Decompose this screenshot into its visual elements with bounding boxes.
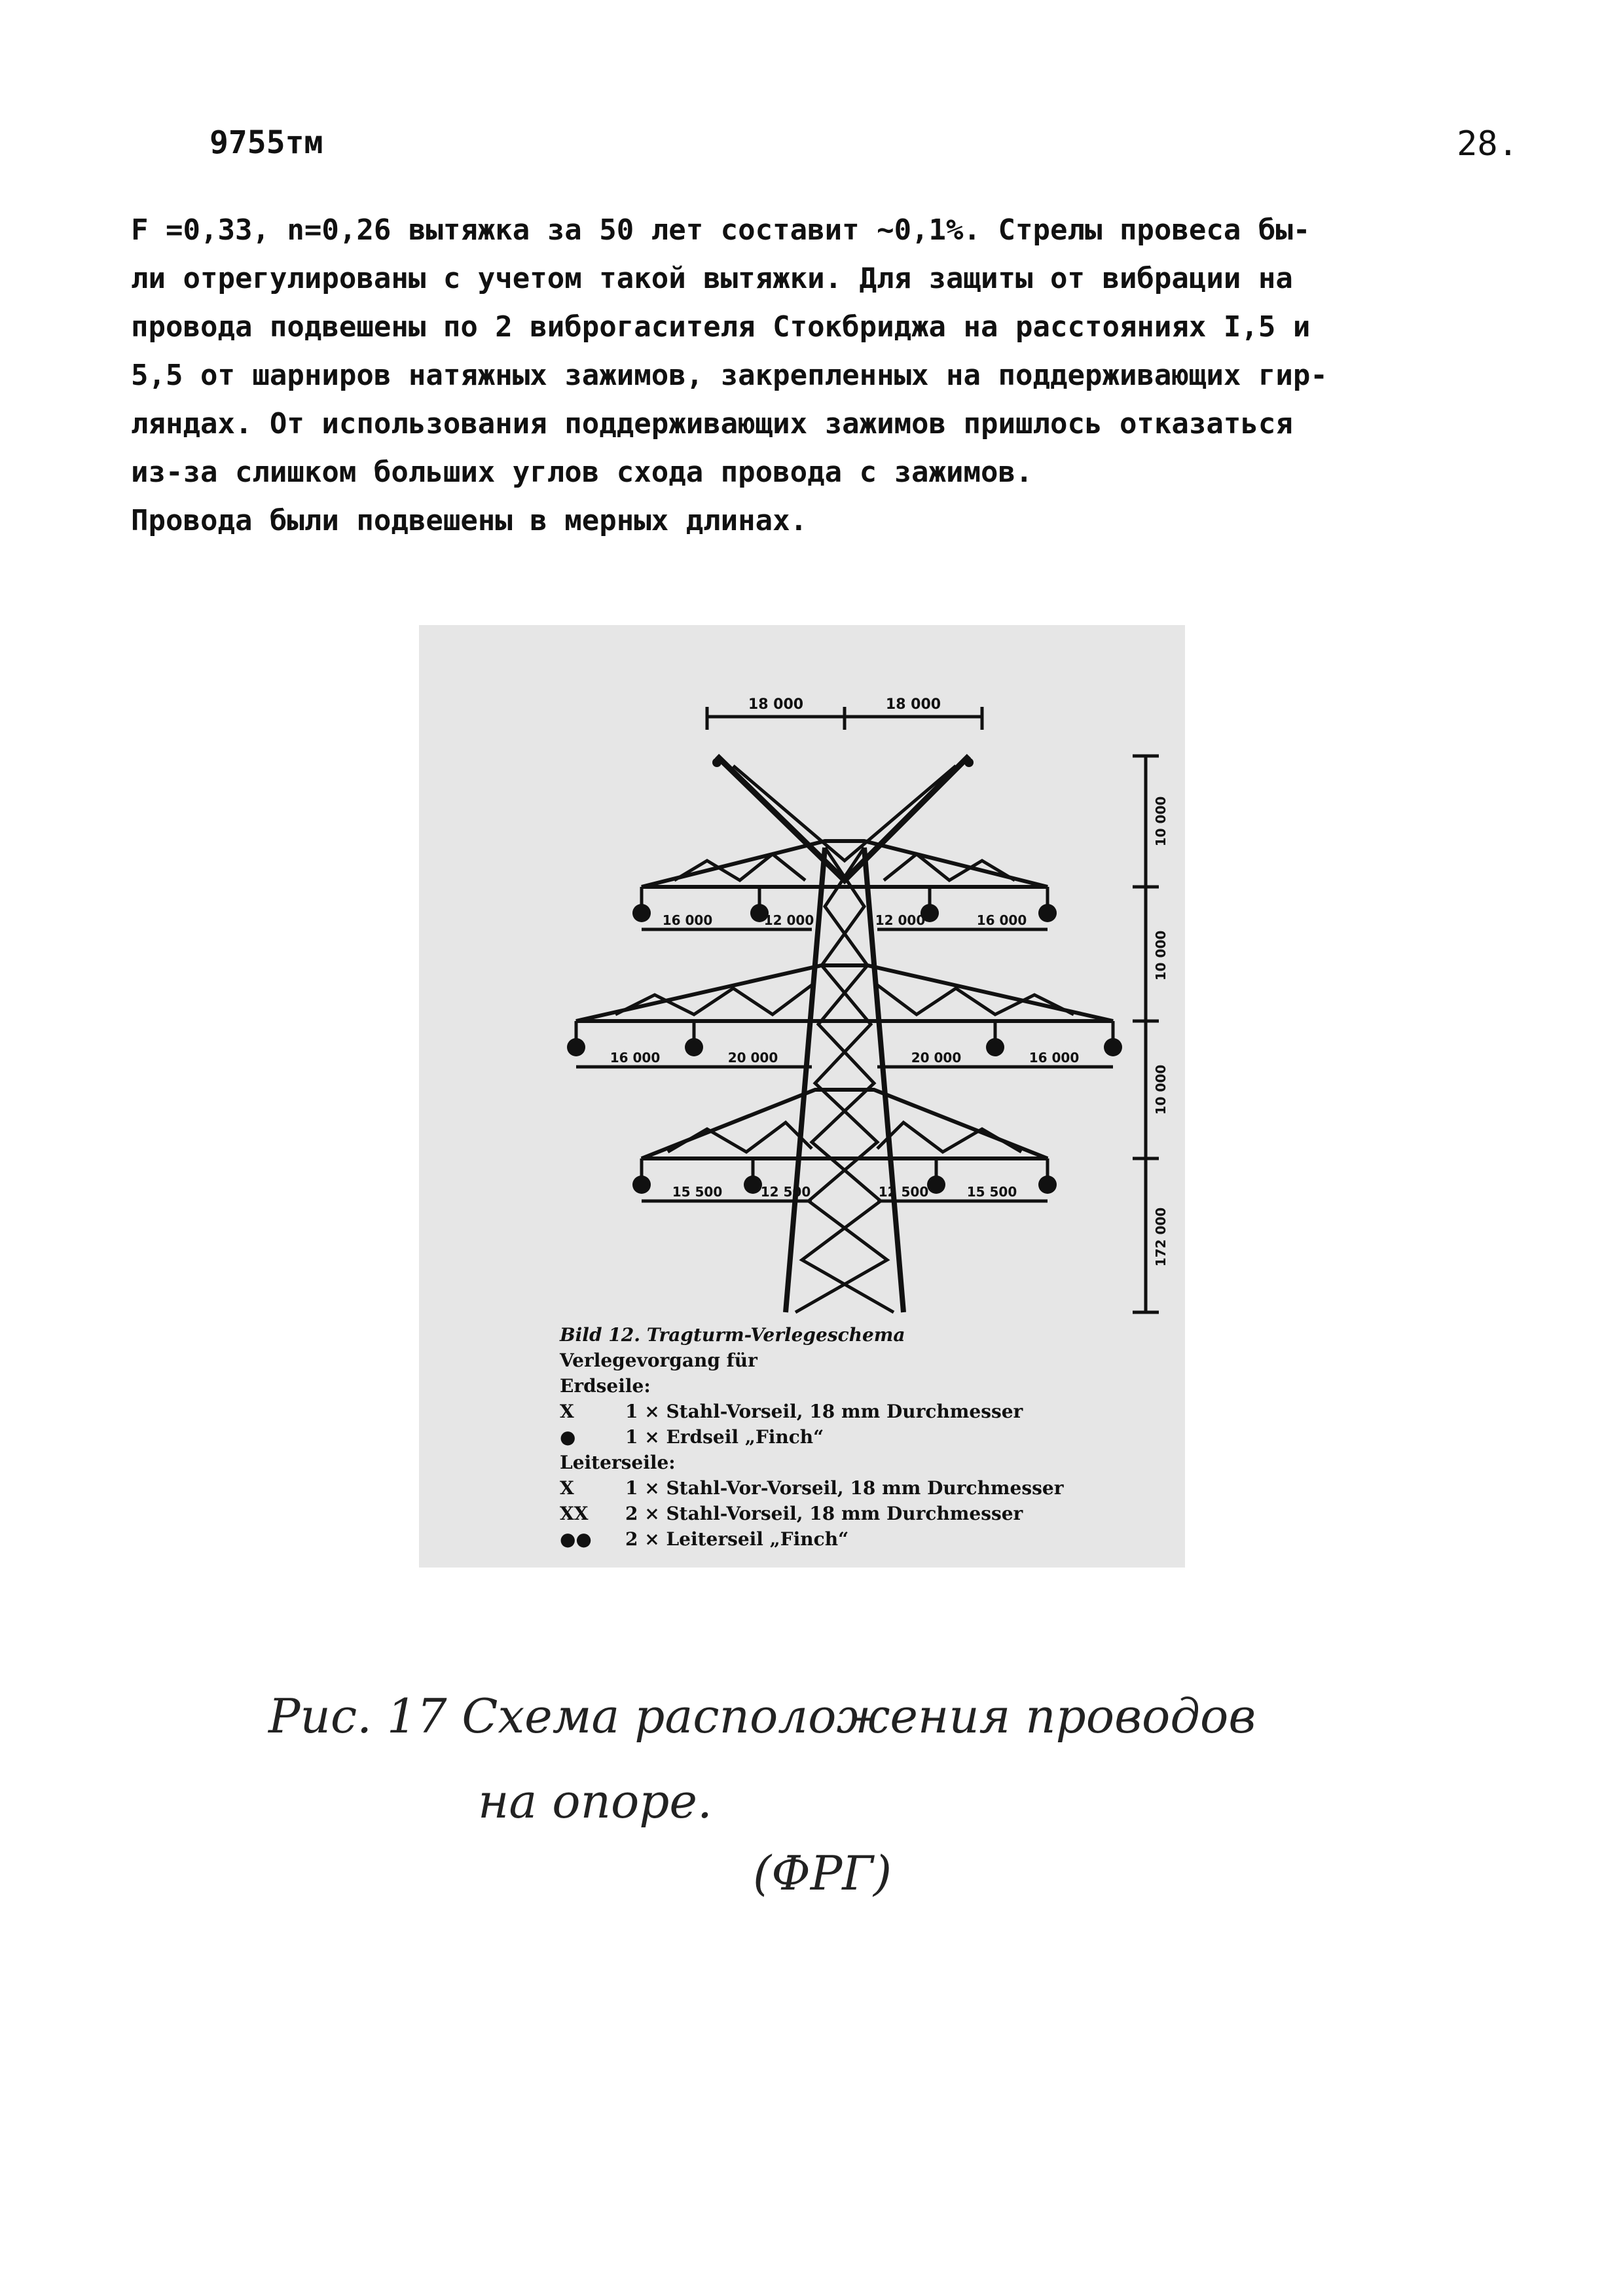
dim-r1-4: 16 000 [976,912,1027,928]
legend-item: 2 × Stahl-Vorseil, 18 mm Durchmesser [625,1503,1023,1524]
dim-r2-3: 20 000 [911,1050,962,1066]
dim-v-1: 10 000 [1153,796,1169,847]
body-line-4: 5,5 от шарниров натяжных зажимов, закрепленных на поддерживающих гир- [131,359,1328,392]
legend-sym: X [560,1401,574,1422]
dim-v-2: 10 000 [1153,930,1169,981]
dim-r2-1: 16 000 [610,1050,661,1066]
figure-caption-line-1: Рис. 17 Схема расположения проводов [268,1689,1256,1744]
dim-top-left: 18 000 [748,696,804,713]
legend-item: 1 × Stahl-Vorseil, 18 mm Durchmesser [625,1401,1023,1422]
body-line-2: ли отрегулированы с учетом такой вытяжки. Для защиты от вибрации на [131,262,1293,295]
dim-v-4: 172 000 [1153,1207,1169,1267]
dim-r1-2: 12 000 [763,912,814,928]
legend-subtitle: Verlegevorgang für [560,1350,757,1371]
figure-legend [560,1322,1149,1552]
body-line-5: ляндах. От использования поддерживающих зажимов пришлось отказаться [131,407,1293,440]
tower-figure [419,625,1185,1568]
legend-group-earth: Erdseile: [560,1375,651,1397]
legend-item: 1 × Stahl-Vor-Vorseil, 18 mm Durchmesser [625,1477,1064,1499]
figure-caption-line-3: (ФРГ) [753,1846,892,1901]
dim-r2-2: 20 000 [727,1050,778,1066]
figure-caption-line-2: на опоре. [478,1774,712,1829]
dim-r3-1: 15 500 [672,1184,723,1200]
legend-sym: X [560,1477,574,1499]
legend-sym: ● [560,1426,576,1448]
legend-group-conductor: Leiterseile: [560,1452,676,1473]
legend-item: 1 × Erdseil „Finch“ [625,1426,824,1448]
legend-sym: ●● [560,1528,592,1550]
dim-r3-4: 15 500 [966,1184,1017,1200]
legend-item: 2 × Leiterseil „Finch“ [625,1528,849,1550]
legend-sym: XX [560,1503,589,1524]
dim-r3-2: 12 500 [760,1184,811,1200]
dim-top-right: 18 000 [885,696,941,713]
dim-v-3: 10 000 [1153,1064,1169,1115]
dim-r3-3: 12 500 [878,1184,929,1200]
body-line-1: F =0,33, n=0,26 вытяжка за 50 лет составит ~0,1%. Стрелы провеса бы- [131,213,1311,247]
body-line-3: провода подвешены по 2 виброгасителя Стокбриджа на расстояниях I,5 и [131,310,1311,344]
body-line-6: из-за слишком больших углов схода провода с зажимов. [131,456,1033,489]
dim-r2-4: 16 000 [1029,1050,1080,1066]
body-paragraph [131,206,1525,545]
legend-title: Bild 12. Tragturm-Verlegeschema [560,1324,905,1346]
dim-r1-1: 16 000 [662,912,713,928]
page-number: 28. [1457,124,1518,164]
document-code: 9755тм [210,124,323,161]
dim-r1-3: 12 000 [875,912,926,928]
body-line-7: Провода были подвешены в мерных длинах. [131,504,808,537]
